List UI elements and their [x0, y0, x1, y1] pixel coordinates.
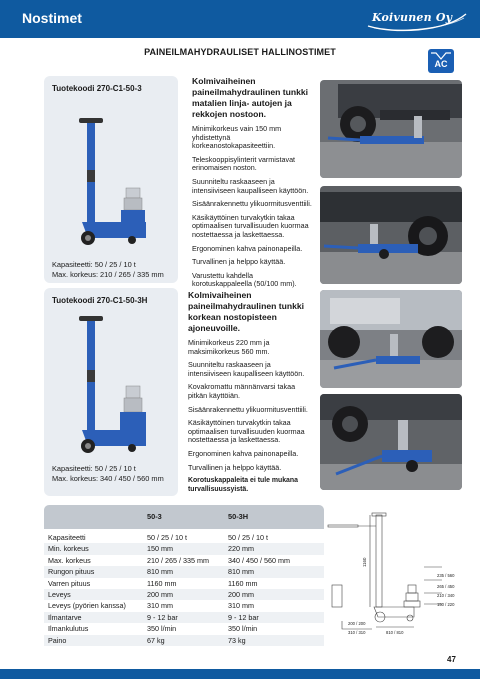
dim-base-wheels-label: 310 / 310 — [348, 630, 366, 635]
product-code: Tuotekoodi 270-C1-50-3 — [52, 84, 142, 93]
table-row — [44, 600, 324, 611]
spec-label: Kapasiteetti — [48, 533, 86, 542]
spec-value: 50 / 25 / 10 t — [147, 533, 187, 542]
feature-item: Kovakromattu männänvarsi takaa pitkän käyttöiän. — [188, 382, 296, 400]
page-title: Nostimet — [22, 10, 82, 26]
dim-height-label: 1160 — [362, 557, 367, 567]
product-description-2 — [188, 290, 310, 499]
table-row — [44, 623, 324, 634]
spec-value: 150 mm — [147, 544, 173, 554]
table-row — [44, 635, 324, 646]
spec-value: 340 / 450 / 560 mm — [228, 555, 290, 565]
dim-length-label: 810 / 810 — [386, 630, 404, 635]
spec-value: 1160 mm — [147, 578, 177, 588]
feature-item: Suunniteltu raskaaseen ja intensiiviseen kaupalliseen käyttöön. — [192, 176, 309, 195]
feature-item: Teleskooppisylinterit varmistavat erinomaisen noston. — [192, 154, 296, 173]
product-panel-1 — [44, 76, 178, 283]
spec-label: Varren pituus — [48, 578, 91, 588]
spec-value: 50 / 25 / 10 t — [228, 533, 268, 542]
feature-item: Minimikorkeus 220 mm ja maksimikorkeus 560 mm. — [188, 338, 270, 356]
feature-item: Varustettu kahdella korotuskappaleella (50/100 mm). — [192, 270, 297, 289]
page-number: 47 — [447, 655, 456, 664]
spec-value: 200 mm — [228, 589, 254, 599]
ac-brand-badge — [428, 49, 454, 73]
product-photo-4 — [320, 394, 462, 490]
table-row — [44, 532, 324, 543]
spec-value: 220 mm — [228, 544, 254, 554]
spec-value: 9 - 12 bar — [147, 612, 178, 622]
product-code: Tuotekoodi 270-C1-50-3H — [52, 296, 148, 305]
spec-value: 350 l/min — [228, 624, 258, 634]
product-capacity: Kapasiteetti: 50 / 25 / 10 t — [52, 464, 136, 473]
table-row — [44, 566, 324, 577]
spec-value: 210 / 265 / 335 mm — [147, 555, 209, 565]
badge-text: AC — [434, 59, 448, 69]
truck-lift-photo-icon — [320, 290, 462, 388]
spec-label: Leveys — [48, 589, 71, 599]
column-header: 50-3 — [147, 512, 162, 521]
product-max-height: Max. korkeus: 340 / 450 / 560 mm — [52, 474, 164, 483]
table-row — [44, 555, 324, 566]
spec-value: 67 kg — [147, 635, 165, 645]
truck-lift-photo-icon — [320, 186, 462, 284]
logo-text: Koivunen Oy — [372, 11, 453, 24]
truck-lift-photo-icon — [320, 394, 462, 490]
jack-illustration-icon — [74, 110, 152, 248]
spec-label: Rungon pituus — [48, 567, 95, 577]
feature-item: Käsikäyttöinen turvakytkin takaa optimaalisen turvallisuuden kuormaa nostettaessa ja laskettaessa. — [192, 212, 309, 239]
spec-value: 310 mm — [147, 601, 173, 611]
feature-item: Sisäänrakennettu ylikuormitusventtiili. — [188, 404, 308, 414]
table-row — [44, 589, 324, 600]
feature-item: Minimikorkeus vain 150 mm yhdistettynä korkeanostokapasiteettiin. — [192, 124, 282, 151]
spec-table-header — [44, 505, 324, 529]
safety-note: Korotuskappaleita ei tule mukana turvallisuussyistä. — [188, 477, 298, 493]
company-logo — [364, 6, 470, 32]
table-row — [44, 543, 324, 554]
dim-level-label: 210 / 340 — [437, 593, 455, 598]
feature-item: Käsikäyttöinen turvakytkin takaa optimaalisen turvallisuuden kuormaa nostettaessa ja laskettaessa. — [188, 418, 305, 445]
column-header: 50-3H — [228, 512, 249, 521]
spec-value: 810 mm — [228, 567, 254, 577]
product-photo-3 — [320, 290, 462, 388]
dim-base-width-label: 200 / 200 — [348, 621, 366, 626]
page-header — [0, 0, 480, 38]
table-row — [44, 612, 324, 623]
table-row — [44, 578, 324, 589]
product-headline: Kolmivaiheinen paineilmahydraulinen tunkki korkean nostopisteen ajoneuvoille. — [188, 290, 305, 333]
dim-level-label: 265 / 450 — [437, 584, 455, 589]
spec-value: 73 kg — [228, 635, 246, 645]
spec-value: 200 mm — [147, 589, 173, 599]
spec-value: 810 mm — [147, 567, 173, 577]
spec-value: 9 - 12 bar — [228, 612, 259, 622]
feature-item: Turvallinen ja helppo käyttää. — [188, 462, 282, 472]
spec-label: Max. korkeus — [48, 555, 91, 565]
spec-label: Leveys (pyörien kanssa) — [48, 601, 126, 611]
spec-label: Ilmantarve — [48, 612, 82, 622]
spec-value: 1160 mm — [228, 578, 258, 588]
technical-drawing — [324, 507, 464, 641]
footer-bar — [0, 669, 480, 679]
feature-item: Ergonominen kahva painonapeilla. — [188, 448, 299, 458]
product-capacity: Kapasiteetti: 50 / 25 / 10 t — [52, 260, 136, 269]
product-max-height: Max. korkeus: 210 / 265 / 335 mm — [52, 270, 164, 279]
spec-value: 350 l/min — [147, 624, 177, 634]
spec-label: Paino — [48, 635, 67, 645]
spec-value: 310 mm — [228, 601, 254, 611]
feature-item: Turvallinen ja helppo käyttää. — [192, 257, 286, 267]
section-heading: PAINEILMAHYDRAULISET HALLINOSTIMET — [144, 47, 336, 57]
product-headline: Kolmivaiheinen paineilmahydraulinen tunkki matalien linja- autojen ja rekkojen nostoon. — [192, 76, 309, 119]
spec-label: Min. korkeus — [48, 544, 89, 554]
dim-level-label: 235 / 560 — [437, 573, 455, 578]
product-photo-1 — [320, 80, 462, 178]
feature-item: Suunniteltu raskaaseen ja intensiiviseen kaupalliseen käyttöön. — [188, 360, 305, 378]
product-photo-2 — [320, 186, 462, 284]
jack-illustration-icon — [74, 312, 152, 456]
feature-item: Ergonominen kahva painonapeilla. — [192, 243, 303, 253]
spec-table-body — [44, 532, 324, 646]
feature-item: Sisäänrakennettu ylikuormitusventtiili. — [192, 199, 312, 209]
product-panel-2 — [44, 288, 178, 496]
truck-lift-photo-icon — [320, 80, 462, 178]
product-description-1 — [192, 76, 314, 294]
dim-level-label: 150 / 220 — [437, 602, 455, 607]
spec-label: Ilmankulutus — [48, 624, 89, 634]
